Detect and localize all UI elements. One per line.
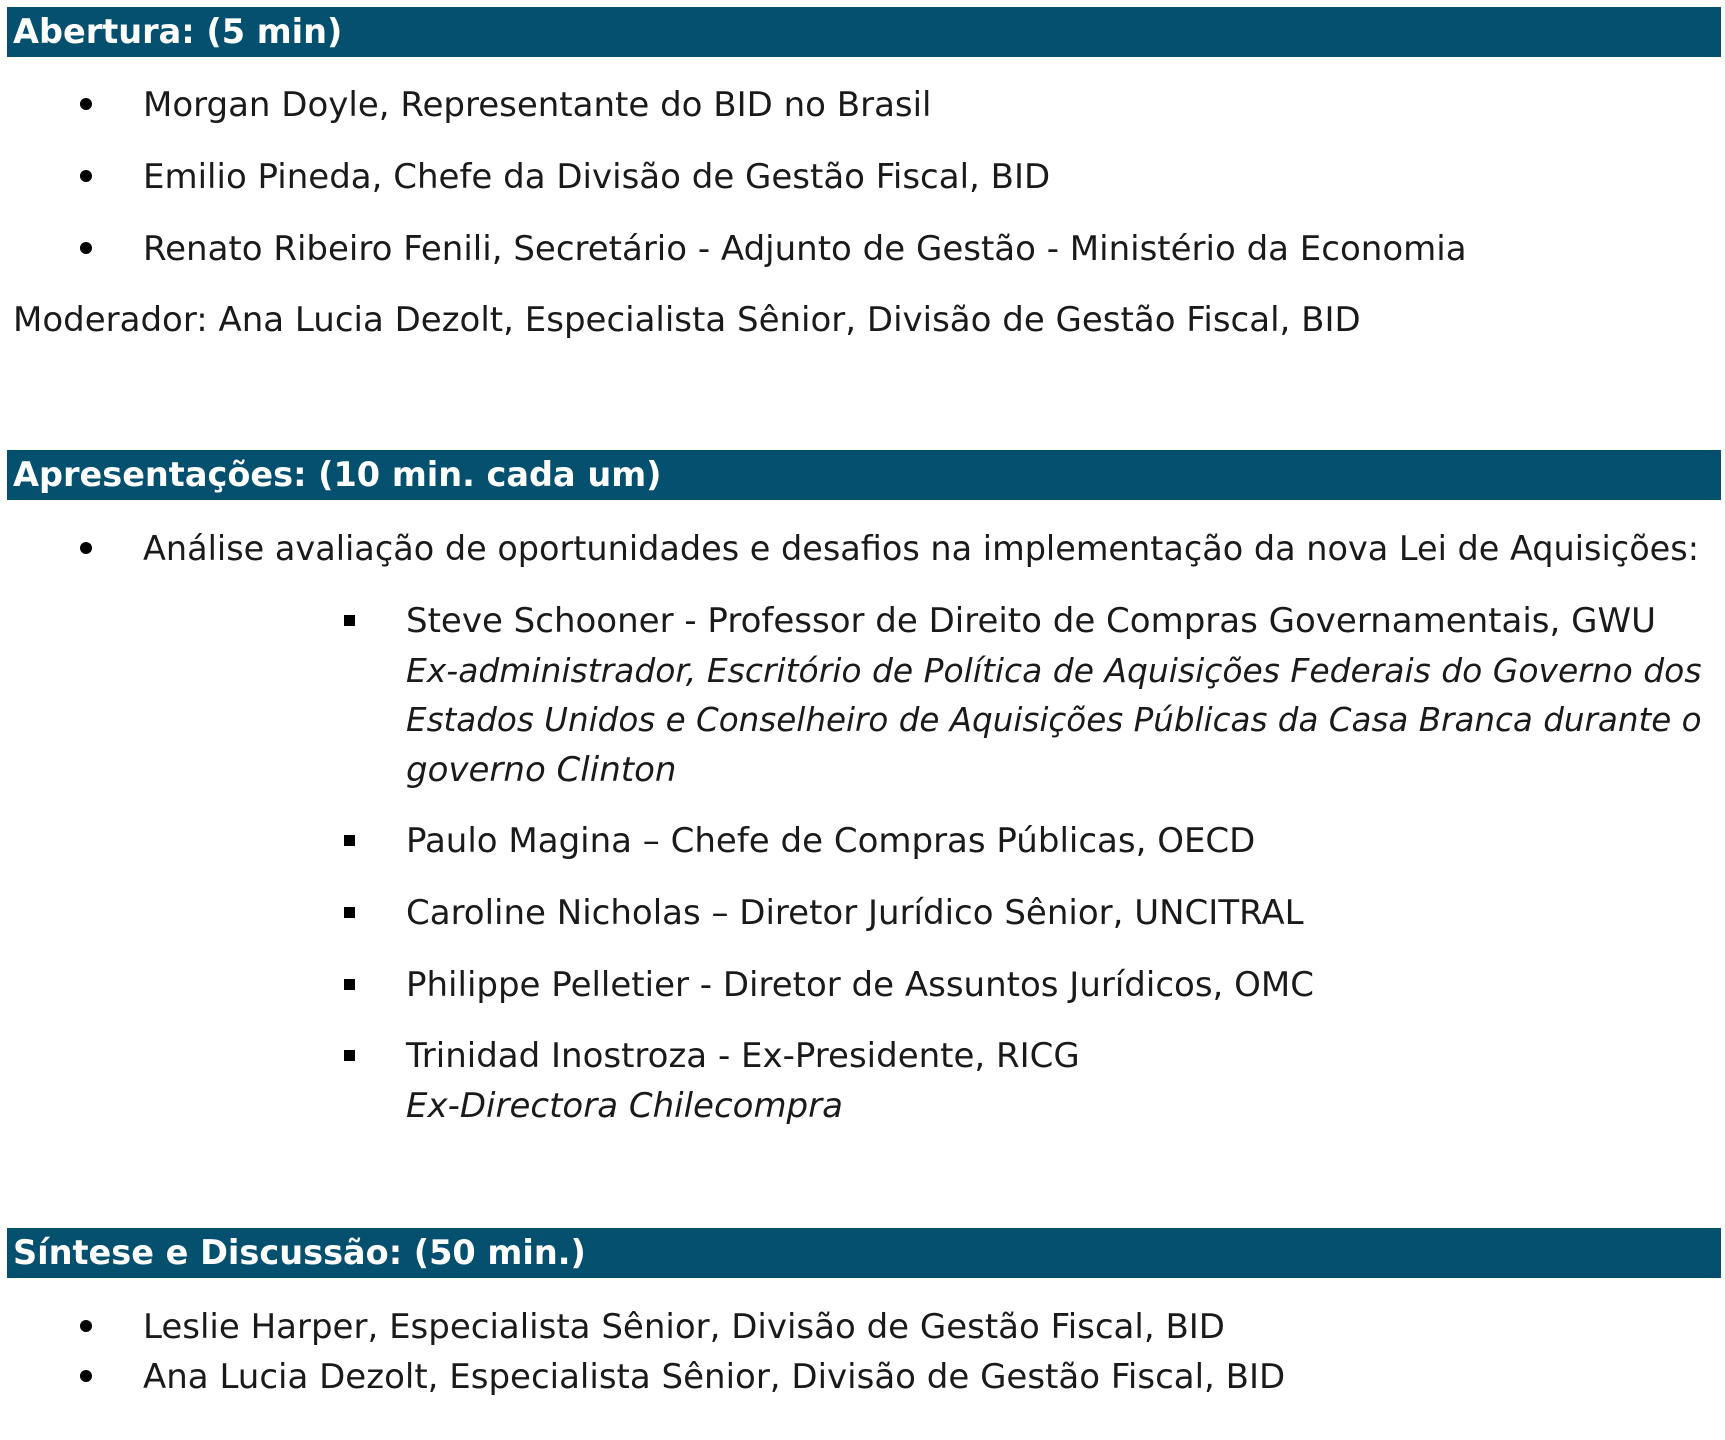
section-header-abertura: Abertura: (5 min) xyxy=(7,7,1721,57)
bullet-dot xyxy=(80,1320,92,1332)
speaker-name: Trinidad Inostroza - Ex-Presidente, RICG xyxy=(406,1036,1080,1076)
list-item: Leslie Harper, Especialista Sênior, Divisão de Gestão Fiscal, BID xyxy=(143,1307,1225,1347)
bullet-dot xyxy=(80,242,92,254)
speaker-note: Estados Unidos e Conselheiro de Aquisições Públicas da Casa Branca durante o xyxy=(406,701,1702,739)
bullet-square xyxy=(344,979,355,990)
speaker-note: Ex-Directora Chilecompra xyxy=(406,1086,843,1126)
bullet-dot xyxy=(80,542,92,554)
bullet-dot xyxy=(80,170,92,182)
bullet-square xyxy=(344,835,355,846)
speaker-note: Ex-administrador, Escritório de Política de Aquisições Federais do Governo dos xyxy=(406,651,1702,690)
bullet-square xyxy=(344,1050,355,1061)
speaker-name: Caroline Nicholas – Diretor Jurídico Sênior, UNCITRAL xyxy=(406,893,1304,933)
moderator-line: Moderador: Ana Lucia Dezolt, Especialista Sênior, Divisão de Gestão Fiscal, BID xyxy=(13,300,1361,340)
speaker-name: Philippe Pelletier - Diretor de Assuntos Jurídicos, OMC xyxy=(406,965,1314,1005)
section-header-apresentacoes: Apresentações: (10 min. cada um) xyxy=(7,450,1721,500)
section-header-sintese: Síntese e Discussão: (50 min.) xyxy=(7,1228,1721,1278)
list-item: Morgan Doyle, Representante do BID no Brasil xyxy=(143,85,932,125)
bullet-square xyxy=(344,615,355,626)
list-item: Renato Ribeiro Fenili, Secretário - Adjunto de Gestão - Ministério da Economia xyxy=(143,229,1467,269)
list-item: Análise avaliação de oportunidades e desafios na implementação da nova Lei de Aquisições: xyxy=(143,529,1699,568)
list-item: Emilio Pineda, Chefe da Divisão de Gestão Fiscal, BID xyxy=(143,157,1051,197)
speaker-name: Paulo Magina – Chefe de Compras Públicas, OECD xyxy=(406,821,1256,861)
bullet-dot xyxy=(80,1370,92,1382)
bullet-dot xyxy=(80,98,92,110)
bullet-square xyxy=(344,907,355,918)
speaker-note: governo Clinton xyxy=(406,750,677,790)
speaker-name: Steve Schooner - Professor de Direito de Compras Governamentais, GWU xyxy=(406,601,1656,641)
list-item: Ana Lucia Dezolt, Especialista Sênior, Divisão de Gestão Fiscal, BID xyxy=(143,1357,1286,1397)
